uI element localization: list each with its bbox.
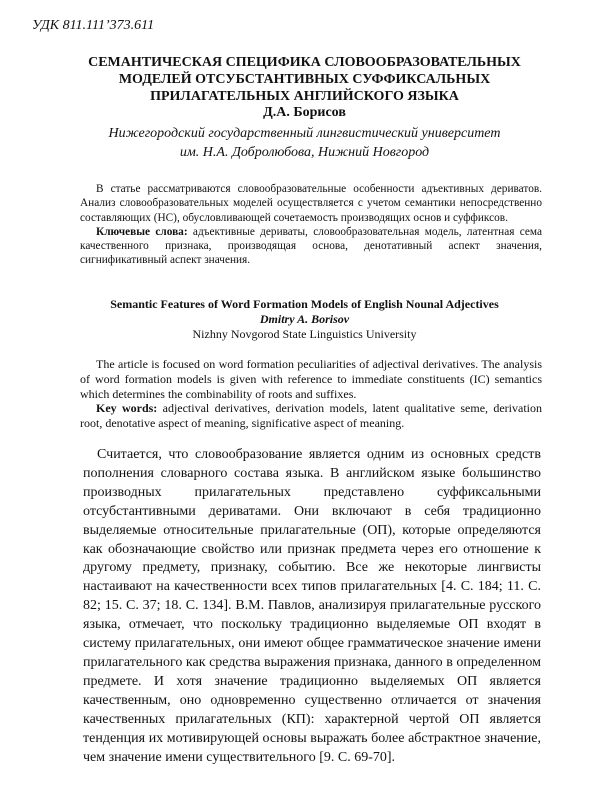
abstract-ru — [80, 182, 542, 268]
keywords-en — [80, 401, 542, 431]
title-line: МОДЕЛЕЙ ОТСУБСТАНТИВНЫХ СУФФИКСАЛЬНЫХ — [118, 72, 491, 87]
author-ru: Д.А. Борисов — [263, 105, 346, 120]
body-paragraph: Считается, что словообразование является одним из основных средств пополнения словарного состава языка. В английском языке большинство производных прилагательных представлено суффиксальными отсубстантивными дериватами. Они включают в себя традиционно выделяемые относительные прилагательные (ОП), которые определяются как обозначающие свойство или признак предмета через его отношение к другому предмету, признаку, событию. Все же некоторые лингвисты настаивают на качественности всех типов прилагательных [4. С. 184; 11. С. 82; 15. С. 37; 18. С. 134]. В.М. Павлов, анализируя прилагательные русского языка, отмечает, что поскольку традиционно выделяемые ОП входят в систему прилагательных, они имеют общее грамматическое значение имени прилагательного как средства выражения признака, данного в определенном предмете. И хотя значение традиционно выделяемых ОП является качественным, оно одновременно существенно отличается от значения качественных прилагательных (КП): характерной чертой ОП является тенденция их мотивирующей основы выражать более абстрактное значение, чем значение имени существительного [9. С. 69-70]. — [83, 447, 541, 765]
keywords-ru — [80, 225, 542, 268]
keywords-ru-text: адъективные дериваты, словообразовательная модель, латентная сема качественного признака, производящая основа, денотативный аспект значения, сигнификативный аспект значения. — [80, 225, 542, 267]
affiliation-line: им. Н.А. Добролюбова, Нижний Новгород — [179, 145, 430, 160]
abstract-en — [80, 357, 542, 431]
author-en: Dmitry A. Borisov — [259, 312, 350, 326]
title-line: СЕМАНТИЧЕСКАЯ СПЕЦИФИКА СЛОВООБРАЗОВАТЕЛЬНЫХ — [88, 55, 521, 70]
abstract-en-text: The article is focused on word formation peculiarities of adjectival derivatives. The analysis of word formation models is given with reference to immediate constituents (IC) semantics which determines the combinability of roots and suffixes. — [80, 357, 542, 401]
udk-code: УДК 811.111’373.611 — [32, 18, 155, 33]
affiliation-en: Nizhny Novgorod State Linguistics University — [192, 327, 417, 341]
affiliation-ru — [30, 124, 579, 162]
article-title-ru — [40, 54, 569, 105]
keywords-en-label: Key words: — [96, 401, 158, 416]
keywords-ru-label: Ключевые слова: — [96, 225, 188, 238]
affiliation-line: Нижегородский государственный лингвистический университет — [108, 126, 501, 141]
keywords-en-text: adjectival derivatives, derivation models, latent qualitative seme, derivation root, denotative aspect of meaning, significative aspect of meaning. — [80, 401, 542, 431]
abstract-ru-text: В статье рассматриваются словообразовательные особенности адъективных дериватов. Анализ словообразовательных моделей осуществляется с учетом семантики непосредственно составляющих (НС), обусловливающей сочетаемость производящих основ и суффиксов. — [80, 183, 542, 224]
article-title-en: Semantic Features of Word Formation Models of English Nounal Adjectives — [110, 297, 499, 311]
title-line: ПРИЛАГАТЕЛЬНЫХ АНГЛИЙСКОГО ЯЗЫКА — [150, 89, 459, 104]
